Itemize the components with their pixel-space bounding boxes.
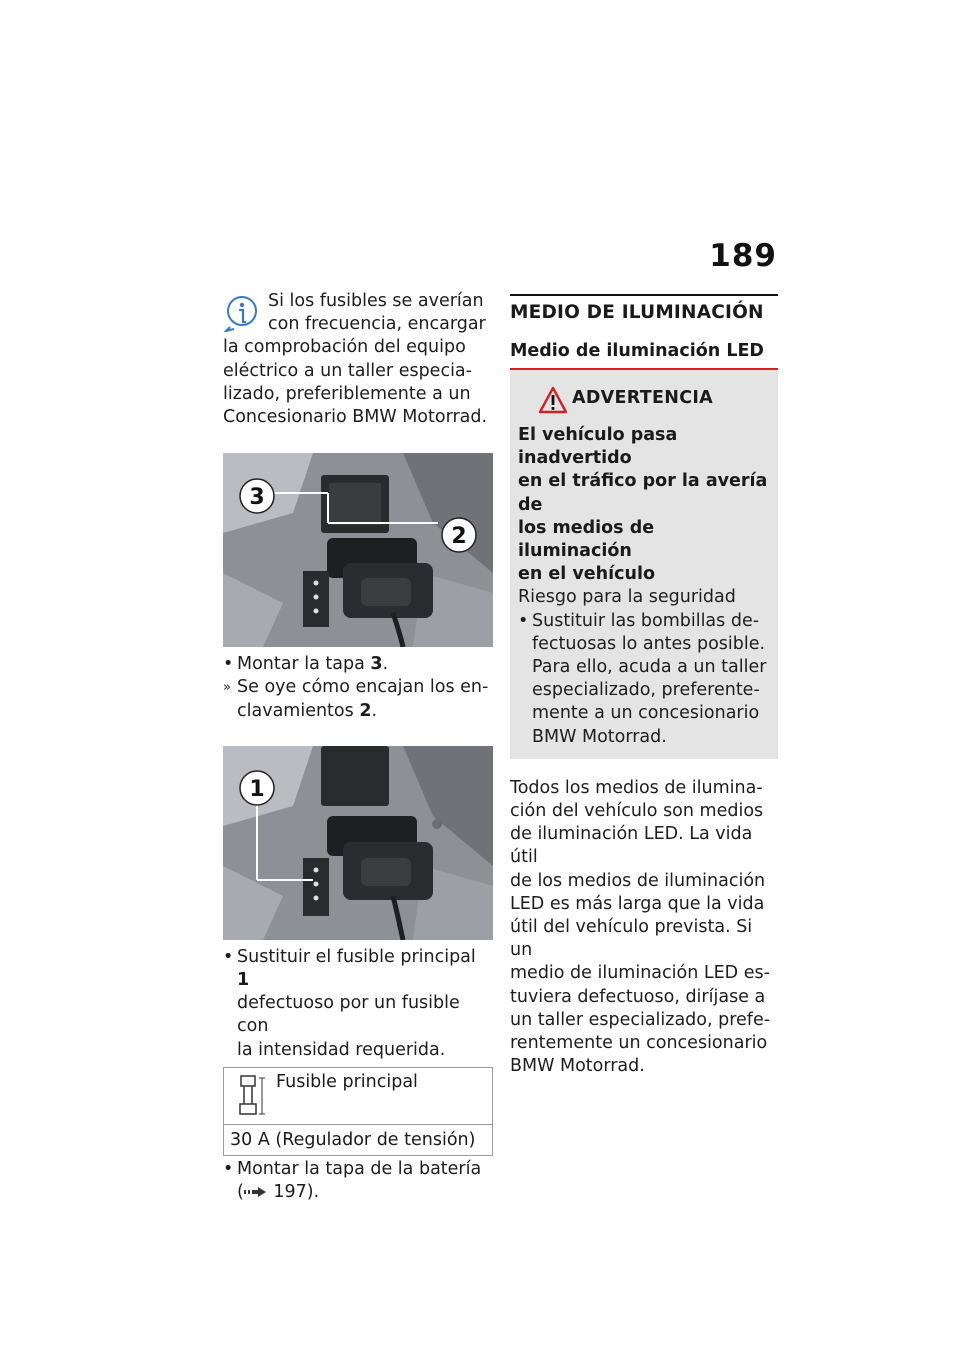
arrow-reference-icon <box>244 1186 268 1198</box>
bullet-icon: • <box>223 654 234 675</box>
step-install-cover: • Montar la tapa 3. <box>223 653 493 676</box>
steps-1 <box>223 653 493 723</box>
warning-box <box>510 370 778 759</box>
step-install-battery-cover: • Montar la tapa de la batería ( 197). <box>223 1158 482 1203</box>
info-line-2: con frecuencia, encargar <box>268 314 486 335</box>
warning-header <box>518 386 770 424</box>
callout-3: 3 <box>249 485 265 511</box>
section-rule <box>510 294 778 296</box>
right-column <box>510 290 778 1078</box>
section-subtitle: Medio de iluminación LED <box>510 341 764 361</box>
info-line-3: la comprobación del equipo <box>223 337 466 358</box>
callout-2: 2 <box>451 524 467 550</box>
bullet-icon: • <box>223 1158 234 1179</box>
fuse-icon <box>236 1074 266 1118</box>
fuse-spec-title: Fusible principal <box>276 1071 418 1092</box>
warning-action: • Sustituir las bombillas de- fectuosas lo antes posible. Para ello, acuda a un taller especializado, preferente- mente a un concesionario BMW Motorrad. <box>518 610 767 747</box>
left-column <box>223 290 493 1204</box>
figure-fuse-cover <box>223 453 493 647</box>
fuse-spec-header <box>224 1068 492 1125</box>
section-title: MEDIO DE ILUMINACIÓN <box>510 302 764 323</box>
steps-3 <box>223 1158 493 1204</box>
callout-1: 1 <box>249 776 265 802</box>
photo-main-fuse <box>223 746 493 940</box>
fuse-spec-table <box>223 1067 493 1156</box>
page-number: 189 <box>709 238 777 274</box>
fuse-spec-value: 30 A (Regulador de tensión) <box>230 1129 476 1150</box>
info-line-4: eléctrico a un taller especia- <box>223 360 472 381</box>
steps-2 <box>223 946 493 1062</box>
info-line-5: lizado, preferiblemente a un <box>223 383 471 404</box>
bullet-icon: • <box>223 946 234 967</box>
step-replace-fuse: • Sustituir el fusible principal 1 defectuoso por un fusible con la intensidad requerida. <box>223 946 476 1060</box>
info-line-6: Concesionario BMW Motorrad. <box>223 407 488 428</box>
warning-triangle-icon <box>538 386 568 414</box>
bullet-icon: • <box>518 610 529 631</box>
info-line-1: Si los fusibles se averían <box>268 291 484 311</box>
result-arrow-icon: » <box>223 680 231 696</box>
warning-heading: El vehículo pasa inadvertido en el tráfico por la avería de los medios de iluminación en el vehículo <box>518 425 768 585</box>
info-icon <box>223 294 261 332</box>
warning-risk: Riesgo para la seguridad <box>518 587 736 608</box>
warning-label: ADVERTENCIA <box>572 388 713 408</box>
info-note <box>223 290 493 429</box>
result-latches-engage: » Se oye cómo encajan los en- clavamientos 2. <box>223 677 489 721</box>
led-body-paragraph: Todos los medios de ilumina- ción del vehículo son medios de iluminación LED. La vida útil de los medios de iluminación LED es más larga que la vida útil del vehículo prevista. Si un medio de iluminación LED es- tuviera defectuoso, diríjase a un taller especializado, prefe- rentemente un concesionario BMW Motorrad. <box>510 777 771 1077</box>
photo-fuse-cover <box>223 453 493 647</box>
figure-main-fuse <box>223 746 493 940</box>
